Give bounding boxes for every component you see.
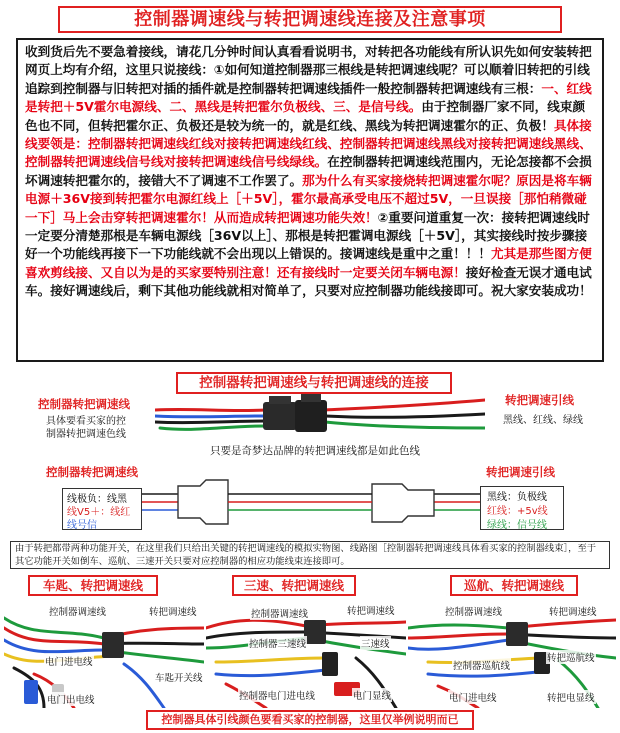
diagram-controller-heading: 控制器转把调速线 — [46, 465, 138, 479]
panel-3-title: 巡航、转把调速线 — [450, 575, 578, 596]
notice-run: 由于控制器厂家不同，线束颜色也不同，但转把霍尔正、负极还是较为统一的，就是红线、黑线为转把调速霍尔的正、负极！ — [25, 99, 586, 133]
throttle-pin-signal: 绿线：信号线 — [487, 520, 547, 531]
p3-power-in-label: 电门进电线 — [448, 690, 498, 704]
notice-run: 具体接线要领是：控制器转把调速线红线对接转把调速线红线、控制器转把调速线黑线对接转把调速线黑线、控制器转把调速线信号线对接转把调速线信号线绿线。 — [25, 117, 592, 170]
bottom-note: 由于转把都带两种功能开关，在这里我们只给出关键的转把调速线的模拟实物图、线路图［控制器转把调速线具体看买家的控制器线束］，至于其它功能开关如倒车、巡航、三速开关只要对应控制器的相应功能线束连接即可。 — [10, 541, 610, 569]
diagram-throttle-heading: 转把调速引线 — [486, 465, 555, 479]
notice-run: 接好检查无误才通电试车。接好调速线后，剩下其他功能线就相对简单了，只要对应控制器功能线接即可。祝大家安装成功！ — [25, 264, 592, 299]
notice-run: 尤其是那些图方便喜欢剪线接、又自以为是的买家要特别注意！还有接线时一定要关闭车辆电源！ — [25, 246, 592, 280]
throttle-pinout-box — [480, 486, 564, 530]
controller-pin-negative: 线极负：线黑 — [67, 494, 127, 505]
controller-pin-positive: 线V5＋：线红 — [67, 507, 131, 518]
page-title: 控制器调速线与转把调速线连接及注意事项 — [58, 6, 562, 33]
footer-note: 控制器具体引线颜色要看买家的控制器，这里仅举例说明而已 — [146, 710, 474, 730]
wiring-diagram — [140, 474, 484, 534]
notice-run: 收到货后先不要急着接线，请花几分钟时间认真看看说明书，对转把各功能线有所认识先如何安装转把网页上均有介绍，这里只说接线：①如何知道控制器那三根线是转把调速线呢？可以顺着旧转把的引线追踪到控制器与旧转把对插的插件就是控制器转把调速线插件一般控制器转把调速线有三根： — [25, 44, 592, 96]
throttle-pin-positive: 红线：+5v线 — [487, 506, 548, 517]
p1-throttle-wire-label: 转把调速线 — [148, 604, 198, 618]
p1-power-in-label: 电门进电线 — [44, 654, 94, 668]
p2-3speed-label: 三速线 — [360, 636, 391, 650]
p2-throttle-wire-label: 转把调速线 — [346, 603, 396, 617]
photo-caption: 只要是奇梦达品牌的转把调速线都是如此色线 — [210, 445, 420, 457]
p2-controller-power-in-label: 控制器电门进电线 — [238, 688, 316, 702]
p3-throttle-wire-label: 转把调速线 — [548, 604, 598, 618]
throttle-wire-desc: 黑线、红线、绿线 — [503, 415, 583, 426]
notice-run: 在控制器转把调速线范围内，无论怎接都不会损坏调速转把霍尔的，接错大不了调速不工作罢了。 — [25, 154, 592, 188]
p2-controller-wire-label: 控制器调速线 — [250, 606, 309, 620]
p3-controller-cruise-label: 控制器巡航线 — [452, 658, 511, 672]
connection-section-title: 控制器转把调速线与转把调速线的连接 — [176, 372, 452, 394]
throttle-pin-negative: 黑线：负极线 — [487, 492, 547, 503]
p2-controller-3speed-label: 控制器三速线 — [248, 636, 307, 650]
connector-photo — [155, 388, 485, 443]
controller-pin-signal: 线号信 — [67, 520, 97, 531]
notice-run: 霍尔最高承受电压不超过5V，一旦误接［那怕稍微碰一下］马上会击穿转把调速霍尔！从而造成转把调速功能失效！ — [25, 191, 587, 225]
notice-run: 那为什么有买家接烧转把调速霍尔呢？原因是将车辆电源＋36V接到转把霍尔电源红线上［＋5V］， — [25, 172, 592, 207]
throttle-wire-heading: 转把调速引线 — [505, 393, 574, 407]
p1-key-switch-label: 车匙开关线 — [154, 670, 204, 684]
p2-power-display-label: 电门显线 — [352, 688, 392, 702]
controller-wire-desc-1: 具体要看买家的控 — [46, 416, 126, 427]
p1-controller-wire-label: 控制器调速线 — [48, 604, 107, 618]
controller-wire-desc-2: 制器转把调速色线 — [46, 429, 126, 440]
notice-run: ②重要问道重复一次：接转把调速线时一定要分清楚那根是车辆电源线［36V以上］、那根是转把霍调电源线［＋5V］，其实接线时按步骤接好一个功能线再接下一下功能线就不会出现以上错误的。接调速线是重中之重！！！ — [25, 209, 590, 262]
p1-power-out-label: 电门出电线 — [46, 692, 96, 706]
controller-wire-heading: 控制器转把调速线 — [38, 397, 130, 411]
notice-run: 一、红线是转把＋5V霍尔电源线、二、黑线是转把霍尔负极线、三、是信号线。 — [25, 80, 592, 115]
notice-box — [16, 38, 604, 362]
controller-pinout-box — [62, 488, 142, 530]
panel-2-title: 三速、转把调速线 — [232, 575, 356, 596]
p3-throttle-display-label: 转把电显线 — [546, 690, 596, 704]
p3-throttle-cruise-label: 转把巡航线 — [546, 650, 596, 664]
p3-controller-wire-label: 控制器调速线 — [444, 604, 503, 618]
panel-1-title: 车匙、转把调速线 — [28, 575, 158, 596]
